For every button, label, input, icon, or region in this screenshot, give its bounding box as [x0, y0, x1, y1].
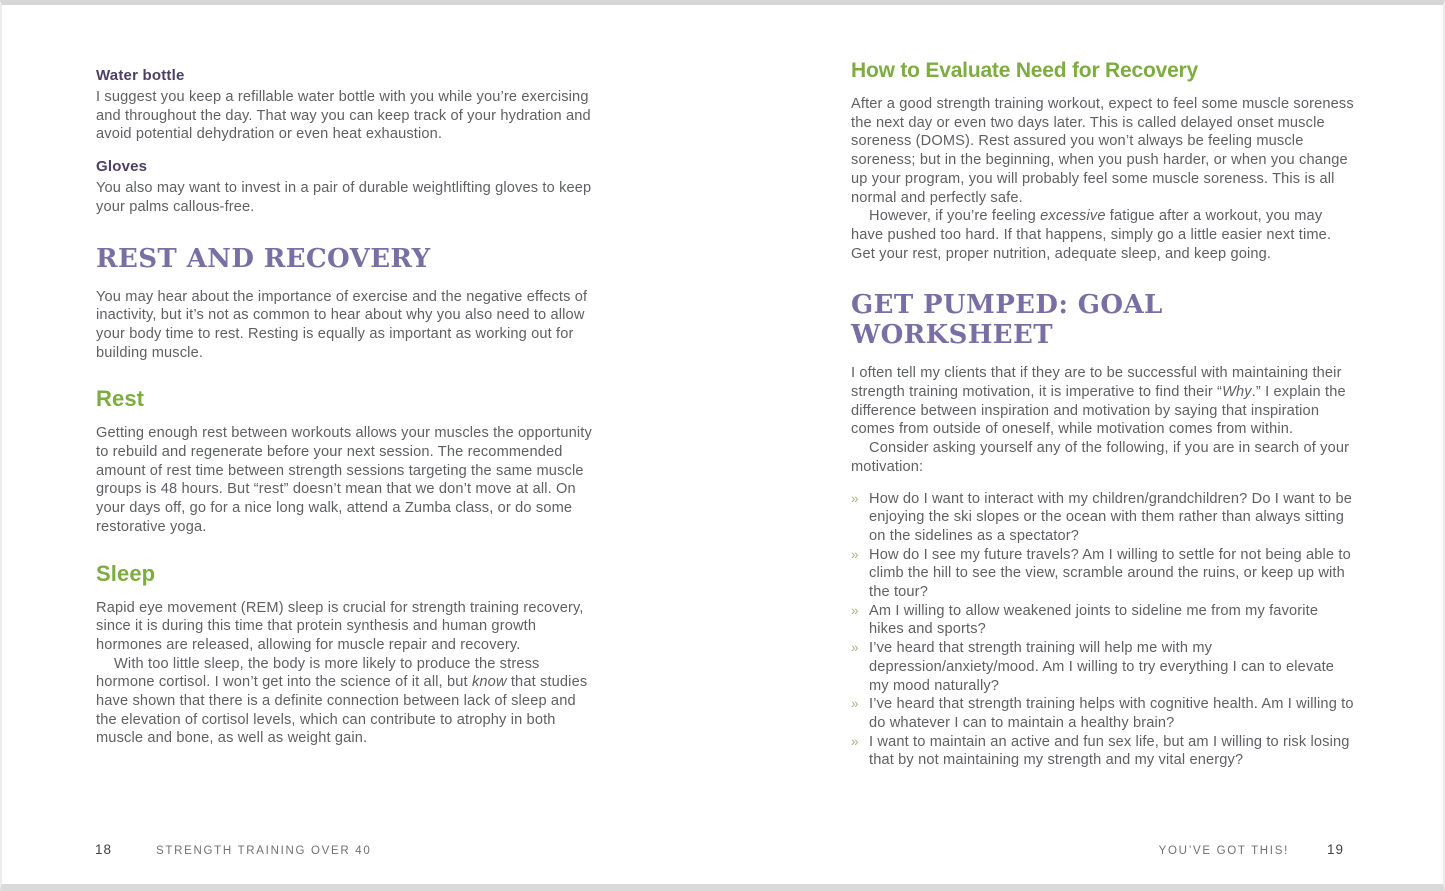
paragraph-goal-worksheet-2: Consider asking yourself any of the following, if you are in search of your motivation:: [851, 440, 1350, 475]
motivation-question-list: [851, 490, 1354, 771]
subheading-water-bottle: Water bottle: [96, 67, 185, 84]
right-page-footer: [1159, 842, 1344, 857]
paragraph-goal-worksheet-1: I often tell my clients that if they are to be successful with maintaining their strength training motivation, it is imperative to find their “Why.” I explain the difference between inspiration and motivation by saying that inspiration comes from outside of oneself, while motivation comes from within.: [851, 365, 1346, 438]
bullet-icon: »: [851, 602, 859, 618]
list-item-text: How do I want to interact with my children/grandchildren? Do I want to be enjoying the ski slopes or the ocean with them rather than always sitting on the sidelines as a spectator?: [869, 490, 1353, 544]
section-heading-goal-worksheet: GET PUMPED: GOAL WORKSHEET: [851, 290, 1163, 351]
paragraph-rest: Getting enough rest between workouts allows your muscles the opportunity to rebuild and regenerate before your next session. The recommended amount of rest time between strength sessions targeting the same muscle groups is 48 hours. But “rest” doesn’t mean that we don’t move at all. On your days off, go for a nice long walk, attend a Zumba class, or do some restorative yoga.: [96, 425, 592, 535]
list-item: [851, 639, 1354, 695]
running-title-left: STRENGTH TRAINING OVER 40: [156, 845, 372, 857]
list-item-text: How do I see my future travels? Am I willing to settle for not being able to climb the hill to see the view, scramble around the ruins, or keep up with the tour?: [869, 546, 1351, 601]
bullet-icon: »: [851, 490, 859, 506]
list-item-text: I want to maintain an active and fun sex life, but am I willing to risk losing that by not maintaining my strength and my vital energy?: [869, 733, 1350, 769]
paragraph-evaluate-recovery-2: However, if you’re feeling excessive fatigue after a workout, you may have pushed too hard. If that happens, simply go a little easier next time. Get your rest, proper nutrition, adequate sleep, and keep going.: [851, 208, 1332, 262]
left-page-column: [96, 67, 598, 748]
subsection-heading-evaluate-recovery: How to Evaluate Need for Recovery: [851, 59, 1199, 82]
paragraph-rest-and-recovery-intro: You may hear about the importance of exercise and the negative effects of inactivity, but it’s not as common to hear about why you also need to allow your body time to rest. Resting is equally as important as working out for building muscle.: [96, 288, 588, 361]
list-item: [851, 695, 1354, 732]
paragraph-water-bottle: I suggest you keep a refillable water bottle with you while you’re exercising and throughout the day. That way you can keep track of your hydration and avoid potential dehydration or even heat exhaustion.: [96, 89, 591, 143]
bullet-icon: »: [851, 640, 859, 656]
subsection-heading-sleep: Sleep: [96, 560, 156, 586]
right-page-column: [851, 59, 1354, 770]
list-item-text: I’ve heard that strength training helps with cognitive health. Am I willing to do whatever I can to maintain a healthy brain?: [869, 696, 1354, 731]
bullet-icon: »: [851, 546, 859, 562]
left-page-footer: [95, 842, 372, 857]
list-item-text: Am I willing to allow weakened joints to sideline me from my favorite hikes and sports?: [869, 602, 1319, 638]
list-item-text: I’ve heard that strength training will help me with my depression/anxiety/mood. Am I willing to try everything I can to elevate my mood naturally?: [869, 640, 1335, 694]
list-item: [851, 546, 1354, 602]
list-item: [851, 602, 1354, 639]
section-heading-rest-and-recovery: REST AND RECOVERY: [96, 243, 431, 274]
bullet-icon: »: [851, 733, 859, 749]
page-number-left: 18: [95, 842, 113, 857]
subheading-gloves: Gloves: [96, 158, 148, 176]
paragraph-evaluate-recovery-1: After a good strength training workout, expect to feel some muscle soreness the next day or even two days later. This is called delayed onset muscle soreness (DOMS). Rest assured you won’t always be feeling muscle soreness; but in the beginning, when you push harder, or when you change up your program, you will probably feel some muscle soreness. This is all normal and perfectly safe.: [851, 96, 1354, 206]
paragraph-gloves: You also may want to invest in a pair of durable weightlifting gloves to keep your palms callous-free.: [96, 180, 592, 215]
subsection-heading-rest: Rest: [96, 386, 145, 412]
running-title-right: YOU’VE GOT THIS!: [1158, 845, 1289, 857]
paragraph-sleep-2: With too little sleep, the body is more likely to produce the stress hormone cortisol. I won’t get into the science of it all, but know that studies have shown that there is a definite connection between lack of sleep and the elevation of cortisol levels, which can contribute to atrophy in both muscle and bone, as well as weight gain.: [96, 655, 588, 747]
page-number-right: 19: [1326, 842, 1344, 857]
paragraph-sleep-1: Rapid eye movement (REM) sleep is crucial for strength training recovery, since it is during this time that protein synthesis and human growth hormones are released, allowing for muscle repair and recovery.: [96, 599, 584, 653]
list-item: [851, 490, 1354, 546]
list-item: [851, 733, 1354, 770]
bullet-icon: »: [851, 696, 859, 712]
